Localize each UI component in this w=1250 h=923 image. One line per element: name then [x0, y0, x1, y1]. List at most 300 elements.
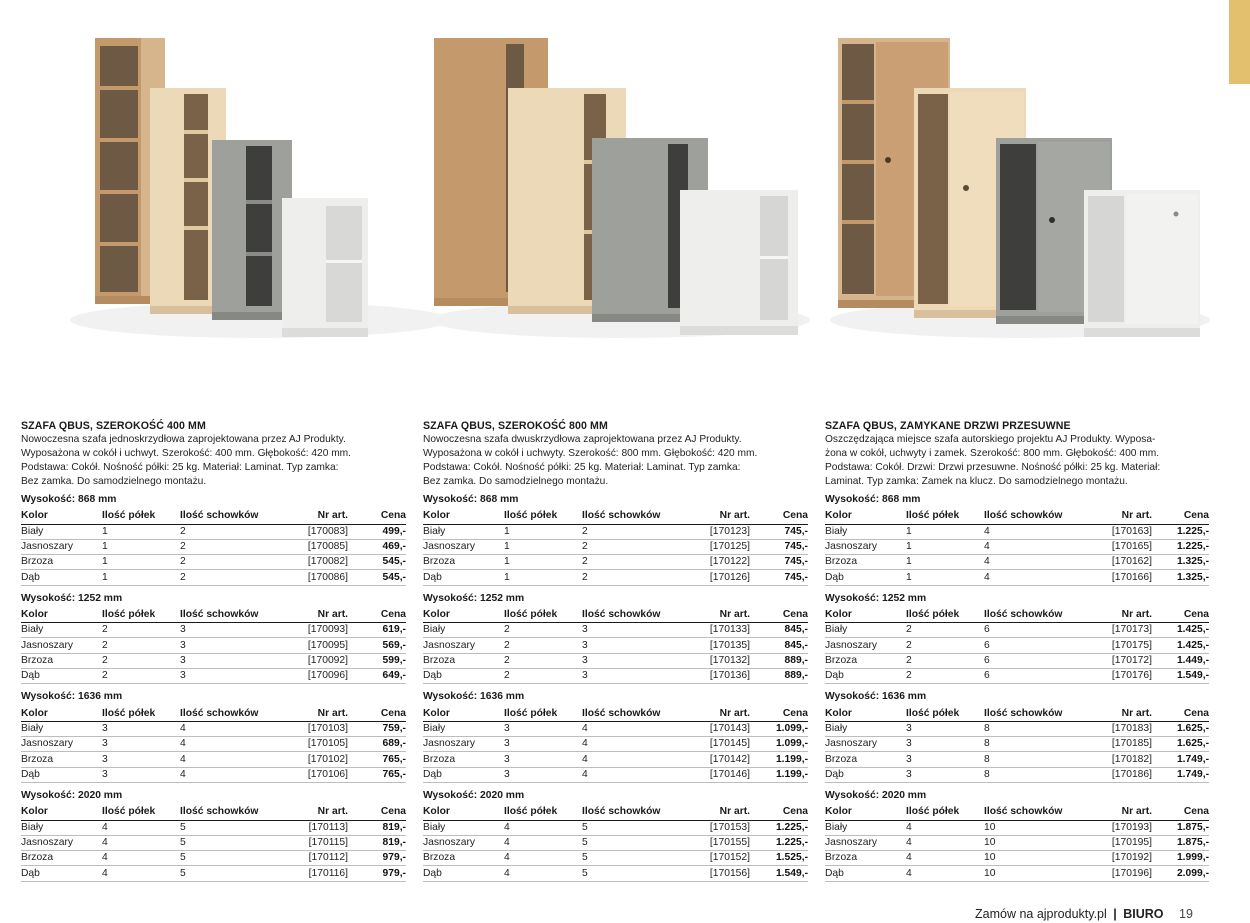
height-label: Wysokość: 868 mm — [825, 494, 921, 505]
shelves-cell: 3 — [504, 721, 582, 736]
table-row — [21, 539, 406, 554]
column-header-cena: Cena — [348, 608, 406, 623]
table-row — [825, 623, 1209, 638]
shelves-cell: 4 — [504, 866, 582, 881]
table-row — [825, 752, 1209, 767]
price-cell: 1.549,- — [750, 866, 808, 881]
column-header-polek: Ilość półek — [906, 608, 984, 623]
compartments-cell: 6 — [984, 623, 1087, 638]
compartments-cell: 4 — [180, 767, 283, 782]
product-description — [21, 433, 406, 489]
height-label: Wysokość: 1636 mm — [825, 691, 927, 703]
compartments-cell: 3 — [180, 669, 283, 684]
article-number-cell: [170195] — [1087, 835, 1152, 850]
table-header-row — [423, 608, 808, 623]
column-header-cena: Cena — [750, 706, 808, 721]
color-cell: Biały — [825, 524, 906, 539]
color-cell: Dąb — [825, 866, 906, 881]
table-row — [825, 737, 1209, 752]
spec-table — [21, 805, 406, 882]
column-header-cena: Cena — [750, 805, 808, 820]
table-row — [825, 570, 1209, 585]
compartments-cell: 2 — [180, 555, 283, 570]
table-row — [21, 669, 406, 684]
table-row — [21, 835, 406, 850]
description-line: Podstawa: Cokół. Drzwi: Drzwi przesuwne. Nośność półki: 25 kg. Materiał: — [825, 462, 1161, 473]
column-header-schowkow: Ilość schowków — [984, 608, 1087, 623]
column-header-nr: Nr art. — [685, 805, 750, 820]
color-cell: Brzoza — [21, 752, 102, 767]
table-header-row — [423, 509, 808, 524]
color-cell: Brzoza — [21, 653, 102, 668]
article-number-cell: [170173] — [1087, 623, 1152, 638]
price-cell: 545,- — [348, 555, 406, 570]
shelves-cell: 2 — [102, 669, 180, 684]
color-cell: Biały — [423, 623, 504, 638]
article-number-cell: [170135] — [685, 638, 750, 653]
shelves-cell: 3 — [906, 752, 984, 767]
height-label: Wysokość: 2020 mm — [423, 790, 525, 802]
table-header-row — [825, 509, 1209, 524]
column-header-schowkow: Ilość schowków — [582, 608, 685, 623]
compartments-cell: 4 — [984, 524, 1087, 539]
table-row — [423, 570, 808, 585]
height-block — [21, 493, 406, 586]
color-cell: Jasnoszary — [825, 539, 906, 554]
table-row — [423, 524, 808, 539]
table-row — [21, 866, 406, 881]
price-cell: 745,- — [750, 539, 808, 554]
column-header-nr: Nr art. — [685, 509, 750, 524]
price-cell: 1.099,- — [750, 737, 808, 752]
color-cell: Jasnoszary — [825, 835, 906, 850]
color-cell: Biały — [21, 524, 102, 539]
description-line: Bez zamka. Do samodzielnego montażu. — [423, 476, 609, 487]
table-row — [825, 653, 1209, 668]
column-header-schowkow: Ilość schowków — [984, 706, 1087, 721]
shelves-cell: 1 — [102, 539, 180, 554]
table-header-row — [825, 706, 1209, 721]
table-header-row — [423, 805, 808, 820]
table-row — [423, 623, 808, 638]
price-cell: 819,- — [348, 835, 406, 850]
description-line: Oszczędzająca miejsce szafa autorskiego projektu AJ Produkty. Wyposa- — [825, 434, 1156, 445]
spec-table — [825, 509, 1209, 586]
description-line: Bez zamka. Do samodzielnego montażu. — [21, 476, 207, 487]
article-number-cell: [170105] — [283, 737, 348, 752]
compartments-cell: 3 — [180, 623, 283, 638]
compartments-cell: 3 — [582, 638, 685, 653]
color-cell: Brzoza — [825, 752, 906, 767]
shelves-cell: 1 — [504, 524, 582, 539]
price-cell: 1.225,- — [750, 835, 808, 850]
height-block — [423, 690, 808, 783]
color-cell: Dąb — [21, 866, 102, 881]
table-header-row — [825, 805, 1209, 820]
shelves-cell: 3 — [504, 767, 582, 782]
height-label: Wysokość: 1252 mm — [423, 592, 525, 604]
article-number-cell: [170103] — [283, 721, 348, 736]
shelves-cell: 4 — [102, 820, 180, 835]
height-tables — [21, 493, 406, 882]
color-cell: Brzoza — [21, 555, 102, 570]
price-cell: 1.625,- — [1152, 721, 1209, 736]
compartments-cell: 3 — [582, 669, 685, 684]
shelves-cell: 1 — [906, 539, 984, 554]
color-cell: Brzoza — [825, 653, 906, 668]
article-number-cell: [170096] — [283, 669, 348, 684]
compartments-cell: 3 — [582, 653, 685, 668]
price-cell: 499,- — [348, 524, 406, 539]
shelves-cell: 2 — [504, 623, 582, 638]
compartments-cell: 5 — [582, 820, 685, 835]
shelves-cell: 4 — [102, 866, 180, 881]
table-row — [825, 555, 1209, 570]
article-number-cell: [170125] — [685, 539, 750, 554]
page-number: 19 — [1179, 907, 1193, 921]
table-row — [825, 767, 1209, 782]
compartments-cell: 2 — [180, 524, 283, 539]
table-row — [423, 866, 808, 881]
color-cell: Dąb — [21, 570, 102, 585]
footer-separator: | — [1113, 907, 1117, 921]
article-number-cell: [170166] — [1087, 570, 1152, 585]
column-header-nr: Nr art. — [1087, 608, 1152, 623]
table-header-row — [423, 706, 808, 721]
description-line: Podstawa: Cokół. Nośność półki: 25 kg. Materiał: Laminat. Typ zamka: — [423, 462, 741, 473]
column-header-cena: Cena — [750, 608, 808, 623]
height-block — [825, 493, 1209, 586]
table-row — [21, 752, 406, 767]
column-header-polek: Ilość półek — [906, 509, 984, 524]
compartments-cell: 10 — [984, 866, 1087, 881]
column-header-schowkow: Ilość schowków — [984, 509, 1087, 524]
description-line: Nowoczesna szafa jednoskrzydłowa zaprojektowana przez AJ Produkty. — [21, 434, 346, 445]
price-cell: 819,- — [348, 820, 406, 835]
description-line: żona w cokół, uchwyty i zamek. Szerokość: 800 mm. Głębokość: 400 mm. — [825, 448, 1160, 459]
height-label: Wysokość: 1252 mm — [825, 592, 927, 604]
column-header-nr: Nr art. — [283, 608, 348, 623]
description-line: Wyposażona w cokół i uchwyt. Szerokość: 400 mm. Głębokość: 420 mm. — [21, 448, 351, 459]
compartments-cell: 6 — [984, 669, 1087, 684]
height-tables — [825, 493, 1209, 882]
article-number-cell: [170115] — [283, 835, 348, 850]
table-header-row — [21, 706, 406, 721]
price-cell: 1.749,- — [1152, 767, 1209, 782]
table-row — [825, 851, 1209, 866]
price-cell: 619,- — [348, 623, 406, 638]
column-header-schowkow: Ilość schowków — [582, 509, 685, 524]
spec-table — [423, 509, 808, 586]
compartments-cell: 8 — [984, 752, 1087, 767]
color-cell: Biały — [21, 820, 102, 835]
compartments-cell: 8 — [984, 767, 1087, 782]
shelves-cell: 2 — [504, 638, 582, 653]
table-row — [423, 638, 808, 653]
color-cell: Jasnoszary — [21, 539, 102, 554]
color-cell: Brzoza — [423, 555, 504, 570]
article-number-cell: [170095] — [283, 638, 348, 653]
shelves-cell: 2 — [906, 653, 984, 668]
description-line: Nowoczesna szafa dwuskrzydłowa zaprojektowana przez AJ Produkty. — [423, 434, 742, 445]
price-cell: 545,- — [348, 570, 406, 585]
color-cell: Biały — [825, 820, 906, 835]
article-number-cell: [170162] — [1087, 555, 1152, 570]
spec-table — [21, 608, 406, 685]
shelves-cell: 3 — [504, 737, 582, 752]
table-row — [423, 851, 808, 866]
price-cell: 689,- — [348, 737, 406, 752]
compartments-cell: 10 — [984, 820, 1087, 835]
column-header-cena: Cena — [1152, 805, 1209, 820]
compartments-cell: 5 — [180, 851, 283, 866]
article-number-cell: [170113] — [283, 820, 348, 835]
article-number-cell: [170156] — [685, 866, 750, 881]
column-header-schowkow: Ilość schowków — [180, 805, 283, 820]
compartments-cell: 2 — [582, 524, 685, 539]
compartments-cell: 8 — [984, 721, 1087, 736]
price-cell: 845,- — [750, 638, 808, 653]
shelves-cell: 1 — [102, 570, 180, 585]
price-cell: 979,- — [348, 866, 406, 881]
table-row — [423, 555, 808, 570]
table-row — [21, 721, 406, 736]
price-cell: 765,- — [348, 752, 406, 767]
table-header-row — [21, 805, 406, 820]
height-block — [21, 592, 406, 685]
color-cell: Dąb — [423, 866, 504, 881]
article-number-cell: [170186] — [1087, 767, 1152, 782]
article-number-cell: [170172] — [1087, 653, 1152, 668]
shelves-cell: 2 — [906, 669, 984, 684]
color-cell: Jasnoszary — [825, 638, 906, 653]
column-header-polek: Ilość półek — [504, 706, 582, 721]
table-row — [21, 638, 406, 653]
price-cell: 1.549,- — [1152, 669, 1209, 684]
compartments-cell: 5 — [180, 866, 283, 881]
table-row — [825, 539, 1209, 554]
article-number-cell: [170083] — [283, 524, 348, 539]
price-cell: 1.325,- — [1152, 555, 1209, 570]
table-row — [825, 835, 1209, 850]
article-number-cell: [170092] — [283, 653, 348, 668]
price-cell: 1.225,- — [1152, 524, 1209, 539]
column-header-kolor: Kolor — [423, 608, 504, 623]
color-cell: Jasnoszary — [423, 638, 504, 653]
height-label: Wysokość: 868 mm — [21, 494, 117, 505]
price-cell: 745,- — [750, 555, 808, 570]
price-cell: 1.225,- — [1152, 539, 1209, 554]
description-line: Podstawa: Cokół. Nośność półki: 25 kg. Materiał: Laminat. Typ zamka: — [21, 462, 339, 473]
article-number-cell: [170132] — [685, 653, 750, 668]
article-number-cell: [170116] — [283, 866, 348, 881]
color-cell: Biały — [825, 623, 906, 638]
height-block — [423, 789, 808, 882]
compartments-cell: 10 — [984, 851, 1087, 866]
table-row — [423, 820, 808, 835]
shelves-cell: 3 — [906, 721, 984, 736]
table-header-row — [21, 509, 406, 524]
color-cell: Jasnoszary — [21, 835, 102, 850]
table-row — [21, 653, 406, 668]
article-number-cell: [170143] — [685, 721, 750, 736]
compartments-cell: 2 — [582, 555, 685, 570]
column-header-kolor: Kolor — [21, 509, 102, 524]
product-description — [825, 433, 1209, 489]
table-row — [21, 570, 406, 585]
shelves-cell: 3 — [102, 767, 180, 782]
column-header-polek: Ilość półek — [102, 509, 180, 524]
column-header-cena: Cena — [1152, 509, 1209, 524]
price-cell: 1.099,- — [750, 721, 808, 736]
shelves-cell: 3 — [102, 752, 180, 767]
column-header-kolor: Kolor — [21, 608, 102, 623]
shelves-cell: 3 — [906, 737, 984, 752]
color-cell: Biały — [423, 524, 504, 539]
column-header-nr: Nr art. — [685, 706, 750, 721]
article-number-cell: [170106] — [283, 767, 348, 782]
price-cell: 889,- — [750, 669, 808, 684]
compartments-cell: 4 — [984, 555, 1087, 570]
shelves-cell: 4 — [504, 835, 582, 850]
shelves-cell: 2 — [102, 638, 180, 653]
description-line: Laminat. Typ zamka: Zamek na klucz. Do samodzielnego montażu. — [825, 476, 1128, 487]
compartments-cell: 2 — [180, 570, 283, 585]
height-label: Wysokość: 1252 mm — [21, 592, 123, 604]
color-cell: Brzoza — [423, 752, 504, 767]
table-row — [423, 653, 808, 668]
color-cell: Biały — [423, 721, 504, 736]
price-cell: 889,- — [750, 653, 808, 668]
height-block — [825, 690, 1209, 783]
product-title: SZAFA QBUS, SZEROKOŚĆ 400 MM — [21, 420, 206, 432]
color-cell: Brzoza — [21, 851, 102, 866]
price-cell: 845,- — [750, 623, 808, 638]
article-number-cell: [170123] — [685, 524, 750, 539]
page-footer — [975, 906, 1193, 922]
compartments-cell: 2 — [582, 570, 685, 585]
product-image-qbus-sliding — [820, 20, 1220, 380]
shelves-cell: 1 — [906, 555, 984, 570]
column-header-nr: Nr art. — [283, 706, 348, 721]
footer-site-link[interactable]: Zamów na ajprodukty.pl — [975, 907, 1107, 921]
product-image-qbus-400 — [60, 20, 460, 380]
compartments-cell: 3 — [180, 638, 283, 653]
height-tables — [423, 493, 808, 882]
table-header-row — [825, 608, 1209, 623]
article-number-cell: [170142] — [685, 752, 750, 767]
shelves-cell: 3 — [102, 737, 180, 752]
color-cell: Jasnoszary — [423, 539, 504, 554]
shelves-cell: 1 — [504, 555, 582, 570]
color-cell: Biały — [423, 820, 504, 835]
price-cell: 469,- — [348, 539, 406, 554]
column-header-schowkow: Ilość schowków — [180, 509, 283, 524]
product-column-qbus-800 — [423, 419, 808, 882]
spec-table — [21, 509, 406, 586]
price-cell: 1.199,- — [750, 767, 808, 782]
column-header-polek: Ilość półek — [504, 608, 582, 623]
color-cell: Dąb — [21, 767, 102, 782]
spec-table — [825, 706, 1209, 783]
column-header-polek: Ilość półek — [102, 706, 180, 721]
table-row — [825, 669, 1209, 684]
table-row — [825, 866, 1209, 881]
compartments-cell: 3 — [180, 653, 283, 668]
compartments-cell: 5 — [582, 866, 685, 881]
color-cell: Brzoza — [825, 851, 906, 866]
height-block — [21, 690, 406, 783]
price-cell: 745,- — [750, 524, 808, 539]
column-header-schowkow: Ilość schowków — [180, 706, 283, 721]
column-header-cena: Cena — [348, 805, 406, 820]
compartments-cell: 4 — [984, 539, 1087, 554]
price-cell: 745,- — [750, 570, 808, 585]
compartments-cell: 5 — [582, 835, 685, 850]
article-number-cell: [170182] — [1087, 752, 1152, 767]
article-number-cell: [170152] — [685, 851, 750, 866]
column-header-nr: Nr art. — [1087, 706, 1152, 721]
compartments-cell: 10 — [984, 835, 1087, 850]
table-row — [825, 524, 1209, 539]
shelves-cell: 4 — [906, 835, 984, 850]
height-label: Wysokość: 1636 mm — [423, 691, 525, 703]
color-cell: Dąb — [825, 570, 906, 585]
product-title: SZAFA QBUS, ZAMYKANE DRZWI PRZESUWNE — [825, 420, 1071, 432]
column-header-cena: Cena — [1152, 706, 1209, 721]
color-cell: Dąb — [423, 767, 504, 782]
column-header-kolor: Kolor — [825, 509, 906, 524]
column-header-nr: Nr art. — [283, 509, 348, 524]
compartments-cell: 4 — [984, 570, 1087, 585]
article-number-cell: [170112] — [283, 851, 348, 866]
product-description — [423, 433, 808, 489]
column-header-schowkow: Ilość schowków — [582, 805, 685, 820]
compartments-cell: 4 — [180, 737, 283, 752]
table-row — [21, 623, 406, 638]
price-cell: 569,- — [348, 638, 406, 653]
height-label: Wysokość: 1636 mm — [21, 691, 123, 703]
shelves-cell: 4 — [906, 820, 984, 835]
table-row — [21, 767, 406, 782]
color-cell: Brzoza — [423, 653, 504, 668]
table-row — [21, 820, 406, 835]
price-cell: 1.425,- — [1152, 638, 1209, 653]
compartments-cell: 6 — [984, 653, 1087, 668]
height-block — [825, 592, 1209, 685]
compartments-cell: 4 — [180, 721, 283, 736]
compartments-cell: 6 — [984, 638, 1087, 653]
compartments-cell: 4 — [582, 752, 685, 767]
price-cell: 1.425,- — [1152, 623, 1209, 638]
spec-table — [423, 608, 808, 685]
color-cell: Dąb — [423, 570, 504, 585]
spec-table — [21, 706, 406, 783]
table-row — [423, 752, 808, 767]
spec-table — [825, 608, 1209, 685]
table-row — [423, 721, 808, 736]
table-row — [825, 820, 1209, 835]
price-cell: 979,- — [348, 851, 406, 866]
color-cell: Dąb — [423, 669, 504, 684]
shelves-cell: 2 — [504, 653, 582, 668]
article-number-cell: [170122] — [685, 555, 750, 570]
table-row — [21, 851, 406, 866]
column-header-nr: Nr art. — [1087, 509, 1152, 524]
product-column-qbus-400 — [21, 419, 406, 882]
shelves-cell: 1 — [102, 555, 180, 570]
table-row — [21, 737, 406, 752]
